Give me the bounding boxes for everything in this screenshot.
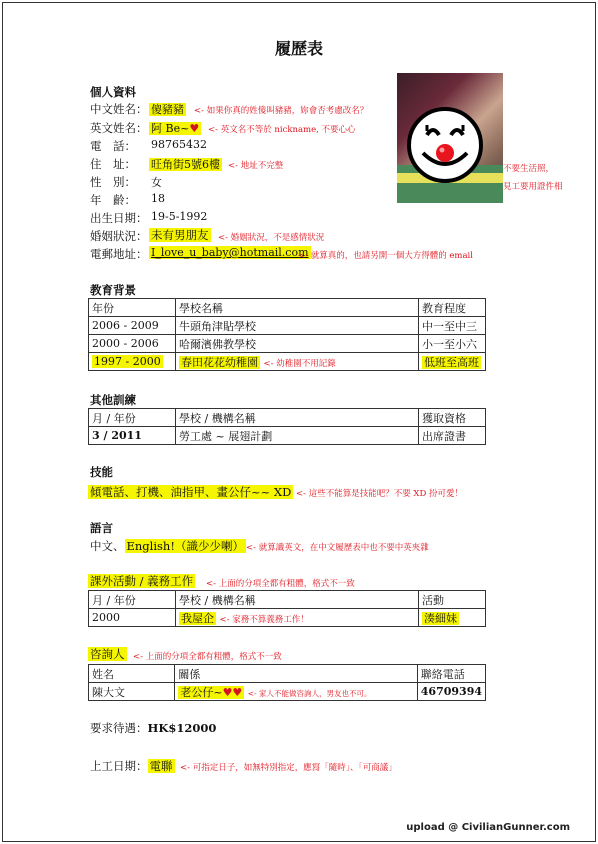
- label-english-name: 英文姓名：: [90, 121, 148, 135]
- upload-watermark: upload @ CivilianGunner.com: [406, 822, 570, 833]
- section-activities-heading: 課外活動 / 義務工作: [90, 574, 194, 588]
- edu-school-cell: [176, 353, 419, 371]
- value-phone: 98765432: [151, 138, 207, 151]
- clown-face-icon: [397, 73, 503, 203]
- edu-year: 2006 - 2009: [89, 317, 176, 335]
- col-header: 學校 / 機構名稱: [176, 591, 419, 609]
- activity-cell: [419, 609, 486, 627]
- note-start-date: <- 可指定日子，如無特別指定，應寫「隨時」、「可商議」: [180, 763, 397, 773]
- document-title: 履歷表: [274, 39, 323, 58]
- label-gender: 性 別：: [90, 175, 136, 189]
- referee-phone: 46709394: [417, 683, 485, 701]
- label-start-date: 上工日期：: [90, 759, 148, 773]
- edu-school: 牛頭角津貼學校: [176, 317, 419, 335]
- section-training-heading: 其他訓練: [90, 393, 136, 407]
- value-age: 18: [151, 192, 165, 205]
- edu-level: 小一至小六: [419, 335, 486, 353]
- note-address: <- 地址不完整: [228, 161, 284, 171]
- section-language-heading: 語言: [90, 521, 113, 535]
- col-header: 學校 / 機構名稱: [176, 409, 419, 427]
- table-row: [89, 335, 486, 353]
- section-skills-heading: 技能: [90, 465, 113, 479]
- training-year: 3 / 2011: [89, 427, 176, 445]
- value-salary: HK$12000: [147, 721, 217, 735]
- note-referee-row: <- 家人不能做咨詢人，男友也不可。: [247, 688, 372, 698]
- note-language: <- 就算識英文，在中文履歷表中也不要中英夾雜: [246, 543, 429, 553]
- referee-table: [88, 664, 486, 701]
- language-value: English!（識少少喇）: [126, 539, 244, 553]
- edu-school: 哈爾濱佛教學校: [176, 335, 419, 353]
- label-age: 年 齡：: [90, 193, 136, 207]
- label-email: 電郵地址：: [90, 247, 148, 261]
- activity-org-cell: [176, 609, 419, 627]
- section-personal-heading: 個人資料: [90, 85, 136, 99]
- col-header: 活動: [419, 591, 486, 609]
- col-header: 年份: [89, 299, 176, 317]
- table-row: [89, 609, 486, 627]
- training-table: [88, 408, 486, 445]
- value-address: 旺角街5號6樓: [151, 158, 220, 171]
- training-qual: 出席證書: [419, 427, 486, 445]
- label-phone: 電 話：: [90, 139, 136, 153]
- note-activities: <- 上面的分項全都有粗體，格式不一致: [206, 579, 355, 589]
- value-start-date: 電聯: [149, 759, 173, 773]
- col-header: 姓名: [89, 665, 175, 683]
- label-birthdate: 出生日期：: [90, 211, 148, 225]
- education-table: [88, 298, 486, 371]
- referee-name: 陳大文: [89, 683, 175, 701]
- section-education-heading: 教育背景: [90, 283, 136, 297]
- value-english-name: 阿 Be~♥: [151, 122, 200, 135]
- label-salary: 要求待遇：: [90, 721, 148, 735]
- value-marital: 未有男朋友: [151, 228, 209, 242]
- table-header-row: [89, 409, 486, 427]
- col-header: 學校名稱: [176, 299, 419, 317]
- edu-level: 中一至中三: [419, 317, 486, 335]
- referee-relation: 老公仔~♥♥: [180, 685, 243, 699]
- activities-table: [88, 590, 486, 627]
- activity-name: 湊細妹: [424, 611, 457, 625]
- col-header: 月 / 年份: [89, 409, 176, 427]
- col-header: 獲取資格: [419, 409, 486, 427]
- value-email: I_love_u_baby@hotmail.com: [151, 246, 309, 259]
- label-marital: 婚姻狀況：: [90, 229, 148, 243]
- edu-school: 春田花花幼稚園: [181, 355, 258, 369]
- note-english-name: <- 英文名不等於 nickname, 不要心心: [208, 125, 356, 135]
- referee-relation-cell: [175, 683, 417, 701]
- note-chinese-name: <- 如果你真的姓傻叫豬豬，妳會否考慮改名？: [194, 106, 369, 116]
- activity-year: 2000: [89, 609, 176, 627]
- edu-year-cell: [89, 353, 176, 371]
- value-birthdate: 19-5-1992: [151, 210, 208, 223]
- activity-org: 我屋企: [181, 611, 214, 625]
- note-skills: <- 這些不能算是技能吧？不要 XD 扮可愛！: [296, 489, 463, 499]
- note-email: <- 就算真的，也請另開一個大方得體的 email: [298, 251, 473, 261]
- table-row: [89, 317, 486, 335]
- heart-icon: ♥: [189, 122, 200, 135]
- edu-level-cell: [419, 353, 486, 371]
- table-row: [89, 683, 486, 701]
- col-header: 聯絡電話: [417, 665, 485, 683]
- col-header: 教育程度: [419, 299, 486, 317]
- edu-year: 1997 - 2000: [94, 355, 161, 368]
- table-row: [89, 353, 486, 371]
- profile-photo: [397, 73, 503, 203]
- language-prefix: 中文、: [90, 539, 125, 553]
- note-photo-2: 見工要用證件相: [503, 182, 563, 192]
- note-kindergarten: <- 幼稚園不用記錄: [263, 358, 336, 369]
- edu-level: 低班至高班: [424, 355, 479, 369]
- col-header: 關係: [175, 665, 417, 683]
- value-gender: 女: [151, 176, 162, 189]
- note-activity: <- 家務不算義務工作！: [219, 614, 309, 625]
- training-school: 勞工處 ~ 展翅計劃: [176, 427, 419, 445]
- label-address: 住 址：: [90, 157, 136, 171]
- label-chinese-name: 中文姓名：: [90, 102, 148, 116]
- col-header: 月 / 年份: [89, 591, 176, 609]
- value-chinese-name: 傻豬豬: [151, 103, 184, 116]
- heart-icon: ♥♥: [222, 685, 243, 699]
- edu-year: 2000 - 2006: [89, 335, 176, 353]
- note-photo-1: 不要生活照，: [503, 164, 555, 174]
- section-referee-heading: 咨詢人: [90, 647, 125, 661]
- table-row: [89, 427, 486, 445]
- table-header-row: [89, 665, 486, 683]
- table-header-row: [89, 299, 486, 317]
- note-marital: <- 婚姻狀況，不是感情狀況: [218, 233, 325, 243]
- skills-value: 傾電話、打機、油指甲、畫公仔~~ XD: [90, 485, 292, 499]
- note-referee: <- 上面的分項全都有粗體，格式不一致: [133, 652, 282, 662]
- table-header-row: [89, 591, 486, 609]
